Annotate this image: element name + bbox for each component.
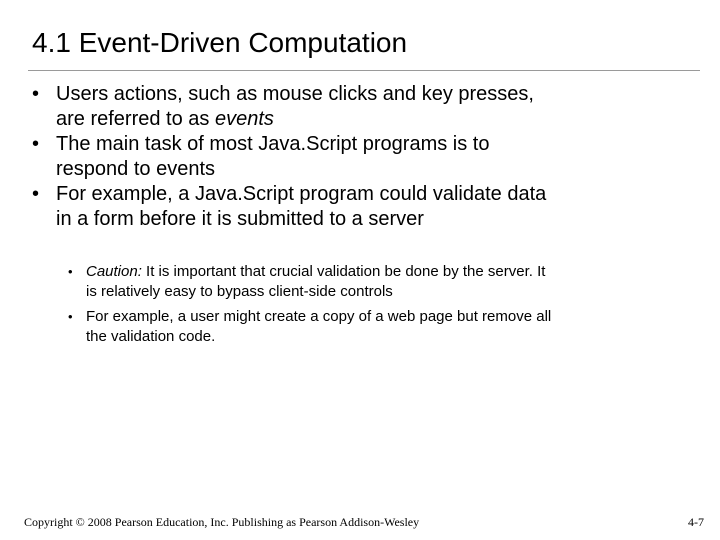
sub-bullet-item — [68, 262, 708, 301]
footer-copyright: Copyright © 2008 Pearson Education, Inc. Publishing as Pearson Addison-Wesley — [24, 515, 420, 529]
bullet-text: respond to events — [56, 157, 215, 180]
bullet-icon: • — [32, 83, 40, 105]
sub-bullet-text: the validation code. — [86, 327, 216, 345]
emphasis-text: Caution: — [86, 263, 142, 280]
bullet-text: Users actions, such as mouse clicks and key presses, — [56, 83, 534, 105]
bullet-text: The main task of most Java.Script programs is to — [56, 133, 490, 155]
bullet-icon: • — [68, 309, 73, 324]
slide-title: 4.1 Event-Driven Computation — [32, 27, 408, 58]
emphasis-text: events — [214, 107, 274, 130]
title-divider — [28, 70, 700, 71]
bullet-list — [32, 82, 702, 232]
sub-bullet-list — [68, 262, 708, 352]
bullet-icon: • — [32, 183, 40, 205]
bullet-item — [32, 182, 702, 231]
bullet-icon: • — [68, 264, 73, 279]
page-number: 4-7 — [688, 515, 704, 529]
bullet-item — [32, 132, 702, 181]
sub-bullet-text: is relatively easy to bypass client-side controls — [86, 282, 393, 300]
sub-bullet-text: It is important that crucial validation be done by the server. It — [141, 263, 546, 280]
bullet-icon: • — [32, 133, 40, 155]
bullet-text: in a form before it is submitted to a server — [56, 207, 424, 230]
bullet-text: For example, a Java.Script program could validate data — [56, 183, 547, 205]
sub-bullet-text: For example, a user might create a copy of a web page but remove all — [86, 308, 552, 325]
sub-bullet-item — [68, 307, 708, 346]
bullet-text: are referred to as — [56, 107, 215, 130]
bullet-item — [32, 82, 702, 131]
